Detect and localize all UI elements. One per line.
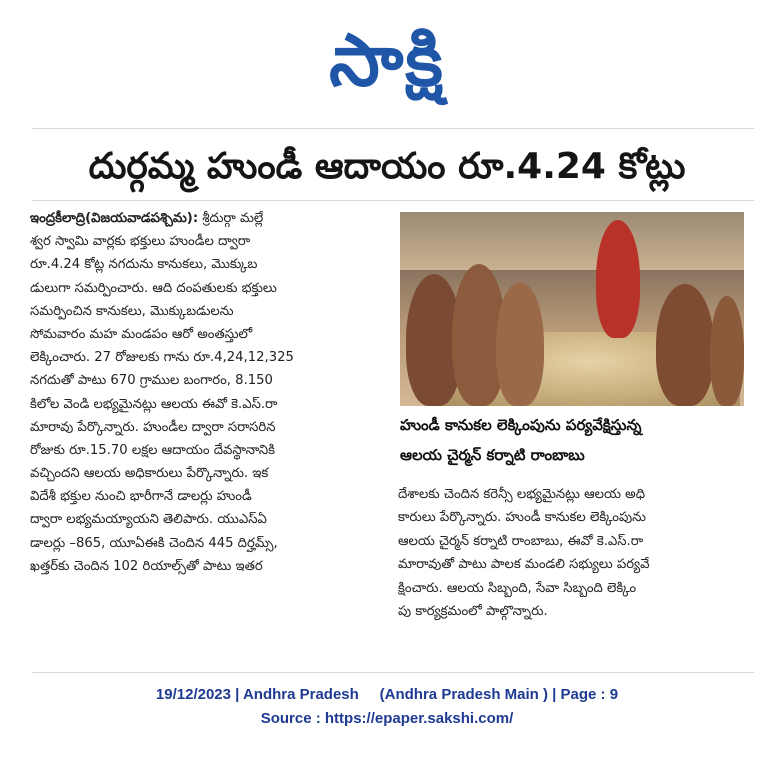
photo-person — [710, 296, 744, 406]
article-line: శ్వర స్వామి వార్లకు భక్తులు హుండీల ద్వారా — [30, 234, 251, 250]
photo-person — [496, 282, 544, 406]
article-line: కారులు పేర్కొన్నారు. హుండీ కానుకల లెక్కింపును — [398, 510, 646, 526]
photo-person — [596, 220, 640, 338]
article-line: నగదుతో పాటు 670 గ్రాముల బంగారం, 8.150 — [30, 373, 273, 389]
article-line: డాలర్లు –865, యూఏఈకి చెందిన 445 దిర్హమ్స్, — [30, 535, 278, 551]
article-line: క్షించారు. ఆలయ సిబ్బంది, సేవా సిబ్బంది లెక్కిం — [398, 580, 637, 596]
headline: దుర్గమ్మ హుండీ ఆదాయం రూ.4.24 కోట్లు — [88, 146, 686, 187]
photo-person — [656, 284, 714, 406]
article-line: రూ.4.24 కోట్ల నగదును కానుకలు, మొక్కుబ — [30, 257, 258, 273]
footer-publication-info: 19/12/2023 | Andhra Pradesh (Andhra Pradesh Main ) | Page : 9 — [155, 686, 619, 703]
article-line-text: శ్రీదుర్గా మల్లే — [198, 211, 264, 226]
caption-line: హుండీ కానుకల లెక్కింపును పర్యవేక్షిస్తున్న — [400, 416, 642, 434]
article-line: ద్వారా లభ్యమయ్యాయని తెలిపారు. యుఎస్ఏ — [30, 512, 267, 528]
footer-source: Source : https://epaper.sakshi.com/ — [260, 710, 514, 727]
article-line: మారావు పేర్కొన్నారు. హుండీల ద్వారా సరాసరిన — [30, 419, 276, 435]
article-line: పు కార్యక్రమంలో పాల్గొన్నారు. — [398, 603, 548, 619]
article-line: ఖత్తర్‌కు చెందిన 102 రియాల్స్‌తో పాటు ఇతర — [30, 558, 263, 574]
article-line: సమర్పించిన కానుకలు, మొక్కుబడులను — [30, 303, 234, 319]
article-line: విదేశీ భక్తుల నుంచి భారీగానే డాలర్లు హుండీ — [30, 489, 252, 505]
article-line: రోజుకు రూ.15.70 లక్షల ఆదాయం దేవస్థానానికి — [30, 442, 276, 458]
article-left-column — [30, 207, 382, 578]
dateline: ఇంద్రకీలాద్రి(విజయవాడపశ్చిమ): — [30, 211, 199, 226]
article-line: డులుగా సమర్పించారు. ఆది దంపతులకు భక్తులు — [30, 280, 277, 296]
article-line: వచ్చిందని ఆలయ అధికారులు పేర్కొన్నారు. ఇక — [30, 466, 269, 482]
headline-divider — [32, 200, 754, 201]
article-line: సోమవారం మహ మండపం ఆరో అంతస్తులో — [30, 326, 253, 342]
article-right-column — [398, 483, 744, 623]
masthead-divider — [32, 128, 754, 129]
footer-divider — [32, 672, 754, 673]
masthead-logo: సాక్షి — [329, 18, 445, 102]
article-line: మారావుతో పాటు పాలక మండలి సభ్యులు పర్యవే — [398, 557, 650, 573]
article-line: దేశాలకు చెందిన కరెన్సీ లభ్యమైనట్లు ఆలయ అధి — [398, 487, 646, 502]
article-line — [30, 207, 382, 230]
caption-line: ఆలయ చైర్మన్ కర్నాటి రాంబాబు — [400, 446, 585, 464]
photo-caption — [400, 406, 744, 470]
article-line: లెక్కించారు. 27 రోజులకు గాను రూ.4,24,12,325 — [30, 350, 294, 366]
article-line: ఆలయ చైర్మన్ కర్నాటి రాంబాబు, ఈవో కె.ఎస్.రా — [398, 533, 644, 549]
article-line: కిలోల వెండి లభ్యమైనట్లు ఆలయ ఈవో కె.ఎస్.రా — [30, 396, 278, 412]
photo-background-hall — [400, 212, 744, 270]
news-photo — [400, 212, 744, 406]
